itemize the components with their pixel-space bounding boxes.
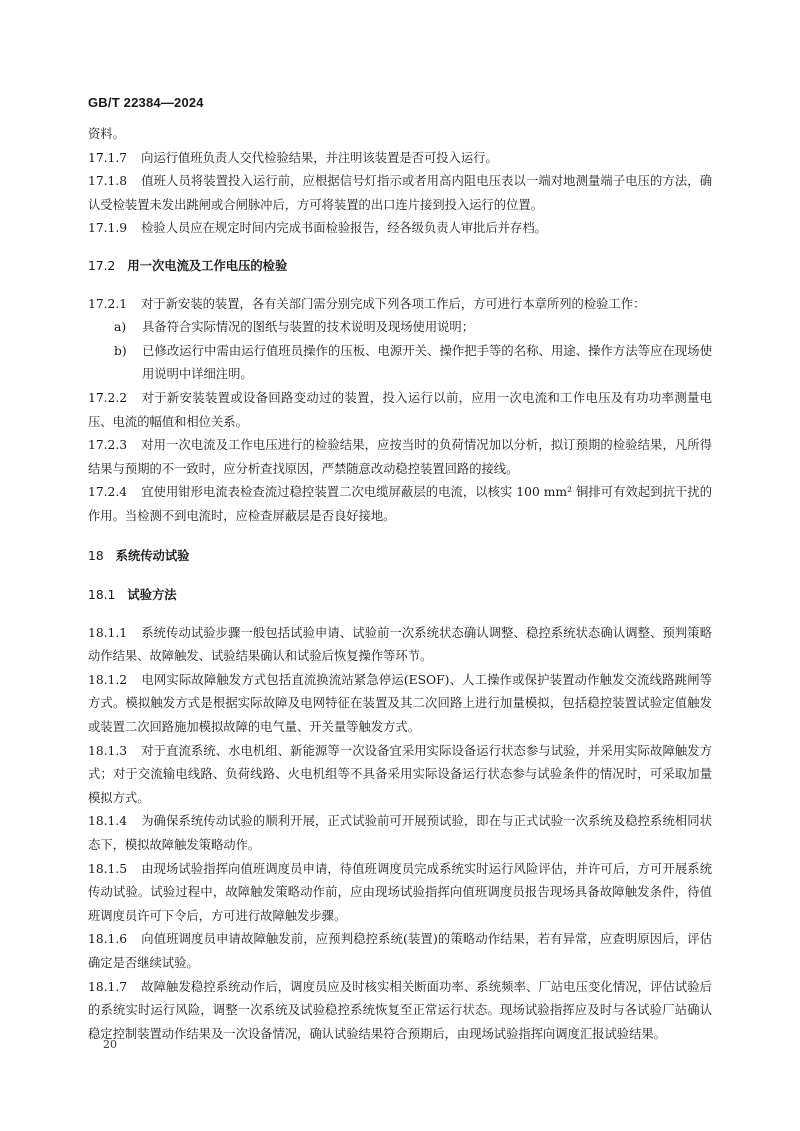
clause-18-1-4: [88, 810, 712, 857]
clause-number: 17.1.8: [88, 174, 128, 189]
list-item-a: [88, 316, 712, 340]
clause-number: 18.1.6: [88, 932, 128, 947]
clause-18-1-3: [88, 740, 712, 811]
clause-text: 由现场试验指挥向值班调度员申请，待值班调度员完成系统实时运行风险评估，并许可后，方可开展系统传动试验。试验过程中，故障触发策略动作前，应由现场试验指挥向值班调度员报告现场具备故障触发条件，待值班调度员许可下令后，方可进行故障触发步骤。: [88, 861, 712, 923]
clause-18-1-5: [88, 858, 712, 929]
clause-text: 检验人员应在规定时间内完成书面检验报告，经各级负责人审批后并存档。: [141, 221, 547, 236]
page-number: 20: [103, 1038, 117, 1051]
clause-17-1-8: [88, 170, 712, 217]
clause-text: 为确保系统传动试验的顺利开展，正式试验前可开展预试验，即在与正式试验一次系统及稳控系统相同状态下，模拟故障触发策略动作。: [88, 814, 712, 853]
list-item-text: 具备符合实际情况的图纸与装置的技术说明及现场使用说明；: [142, 320, 475, 335]
section-heading-17-2: [88, 255, 712, 279]
clause-17-1-9: [88, 217, 712, 241]
list-marker: b): [114, 343, 127, 358]
section-heading-18-1: [88, 584, 712, 608]
section-heading-18: [88, 545, 712, 569]
clause-18-1-6: [88, 928, 712, 975]
clause-number: 18.1.3: [88, 743, 128, 758]
paragraph: [88, 123, 712, 147]
list-marker: a): [114, 320, 127, 335]
clause-17-2-3: [88, 434, 712, 481]
clause-17-1-7: [88, 147, 712, 171]
clause-number: 17.1.7: [88, 150, 128, 165]
clause-text: 对用一次电流及工作电压进行的检验结果，应按当时的负荷情况加以分析，拟订预期的检验结果，凡所得结果与预期的不一致时，应分析查找原因，严禁随意改动稳控装置回路的接线。: [88, 438, 712, 476]
list-item-text: 已修改运行中需由运行值班员操作的压板、电源开关、操作把手等的名称、用途、操作方法等应在现场使用说明中详细注明。: [142, 343, 712, 382]
clause-17-2-2: [88, 387, 712, 434]
clause-18-1-1: [88, 622, 712, 669]
clause-number: 18.1.1: [88, 625, 128, 640]
paragraph-text: 资料。: [88, 127, 125, 141]
clause-text: 电网实际故障触发方式包括直流换流站紧急停运(ESOF)、人工操作或保护装置动作触发交流线路跳闸等方式。模拟触发方式是根据实际故障及电网特征在装置及其二次回路上进行加量模拟，包括稳控装置试验定值触发或装置二次回路施加模拟故障的电气量、开关量等触发方式。: [88, 672, 712, 735]
section-number: 18: [88, 548, 104, 563]
section-number: 17.2: [88, 258, 116, 273]
clause-number: 17.1.9: [88, 221, 128, 236]
clause-number: 17.2.1: [88, 296, 128, 311]
clause-17-2-4: [88, 481, 712, 528]
clause-number: 17.2.4: [88, 485, 128, 500]
clause-18-1-2: [88, 669, 712, 740]
clause-text: 系统传动试验步骤一般包括试验申请、试验前一次系统状态确认调整、稳控系统状态确认调整、预判策略动作结果、故障触发、试验结果确认和试验后恢复操作等环节。: [88, 625, 712, 664]
clause-number: 17.2.2: [88, 390, 128, 405]
clause-number: 17.2.3: [88, 438, 128, 453]
clause-text: 对于新安装的装置，各有关部门需分别完成下列各项工作后，方可进行本章所列的检验工作：: [141, 296, 646, 311]
clause-number: 18.1.2: [88, 672, 128, 687]
section-title: 系统传动试验: [115, 548, 190, 563]
clause-number: 18.1.5: [88, 861, 128, 876]
clause-17-2-1: [88, 293, 712, 317]
clause-text: 向运行值班负责人交代检验结果，并注明该装置是否可投入运行。: [141, 150, 498, 165]
clause-text: 值班人员将装置投入运行前，应根据信号灯指示或者用高内阻电压表以一端对地测量端子电压的方法，确认受检装置未发出跳闸或合闸脉冲后，方可将装置的出口连片接到投入运行的位置。: [88, 174, 712, 212]
clause-text: 宜使用钳形电流表检查流过稳控装置二次电缆屏蔽层的电流，以核实 100 mm² 铜排可有效起到抗干扰的作用。当检测不到电流时，应检查屏蔽层是否良好接地。: [88, 485, 712, 523]
section-title: 用一次电流及工作电压的检验: [127, 258, 288, 273]
clause-text: 对于直流系统、水电机组、新能源等一次设备宜采用实际设备运行状态参与试验，并采用实际故障触发方式；对于交流输电线路、负荷线路、火电机组等不具备采用实际设备运行状态参与试验条件的情况时，可采取加量模拟方式。: [88, 743, 712, 805]
list-item-b: [88, 340, 712, 387]
clause-number: 18.1.4: [88, 814, 128, 829]
section-title: 试验方法: [127, 588, 177, 603]
clause-text: 故障触发稳控系统动作后，调度员应及时核实相关断面功率、系统频率、厂站电压变化情况，评估试验后的系统实时运行风险，调整一次系统及试验稳控系统恢复至正常运行状态。现场试验指挥应及时与各试验厂站确认稳定控制装置动作结果及一次设备情况，确认试验结果符合预期后，由现场试验指挥向调度汇报试验结果。: [88, 979, 712, 1041]
clause-number: 18.1.7: [88, 979, 128, 994]
page-body: [88, 123, 712, 1046]
standard-number: GB/T 22384—2024: [88, 95, 204, 110]
clause-18-1-7: [88, 976, 712, 1047]
clause-text: 对于新安装装置或设备回路变动过的装置，投入运行以前，应用一次电流和工作电压及有功功率测量电压、电流的幅值和相位关系。: [88, 390, 712, 429]
clause-text: 向值班调度员申请故障触发前，应预判稳控系统(装置)的策略动作结果，若有异常，应查明原因后，评估确定是否继续试验。: [88, 932, 712, 970]
section-number: 18.1: [88, 588, 116, 603]
